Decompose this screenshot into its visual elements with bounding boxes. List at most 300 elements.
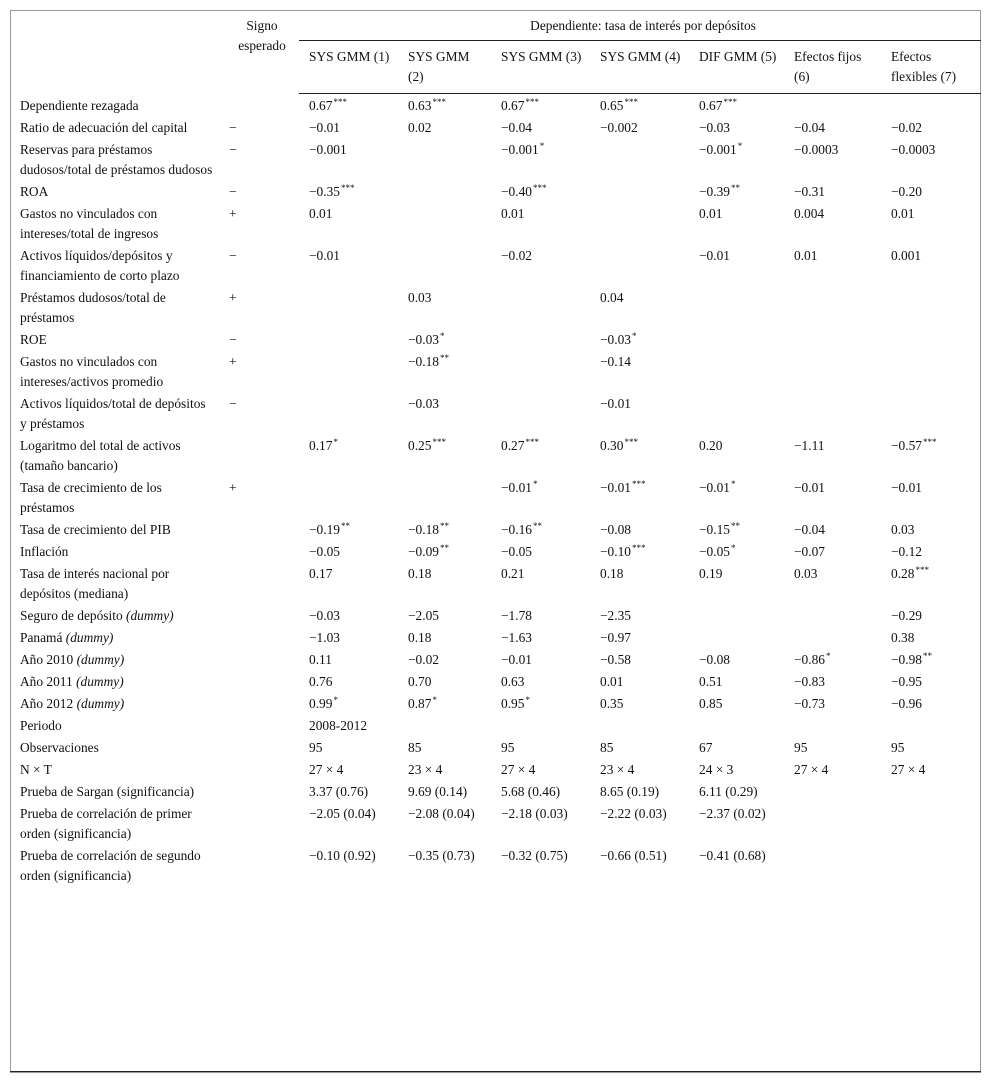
coefficient-value: −0.001 [699,142,737,157]
significance-stars: ** [440,353,449,363]
table-row [10,435,981,477]
coefficient-cell [398,671,491,693]
coefficient-cell [881,351,981,393]
significance-stars: * [432,695,437,705]
coefficient-value: 85 [408,740,422,755]
expected-sign [219,693,299,715]
expected-sign: − [229,396,237,411]
row-label-text: Préstamos dudosos/total de préstamos [20,290,166,325]
coefficient-cell [881,329,981,351]
row-label-text: Tasa de crecimiento de los préstamos [20,480,162,515]
coefficient-cell [299,139,398,181]
coefficient-cell [491,203,590,245]
coefficient-value: 0.65 [600,98,624,113]
coefficient-cell [398,245,491,287]
coefficient-cell [784,605,881,627]
coefficient-cell [881,605,981,627]
expected-sign: + [229,354,237,369]
table-row [10,477,981,519]
coefficient-cell [299,759,398,781]
regression-table [10,10,981,892]
coefficient-value: 0.21 [501,566,525,581]
significance-stars: *** [333,97,347,107]
coefficient-cell [689,203,784,245]
significance-stars: *** [632,479,646,489]
expected-sign [219,759,299,781]
coefficient-cell [590,329,689,351]
coefficient-cell [689,117,784,139]
coefficient-value: 95 [309,740,323,755]
coefficient-cell [881,181,981,203]
coefficient-cell [398,715,491,737]
header-blank [10,10,219,94]
coefficient-cell [784,541,881,563]
column-header: Efectos fijos (6) [784,41,881,94]
coefficient-cell [881,287,981,329]
coefficient-cell [299,627,398,649]
coefficient-value: −0.07 [794,544,825,559]
coefficient-value: −0.18 [408,354,439,369]
coefficient-value: 3.37 (0.76) [309,784,369,799]
coefficient-value: 0.67 [501,98,525,113]
table-row [10,563,981,605]
coefficient-value: 0.01 [501,206,525,221]
row-label-text: Periodo [20,718,62,733]
coefficient-cell [398,139,491,181]
coefficient-value: −2.08 (0.04) [408,806,475,821]
coefficient-value: 95 [891,740,905,755]
coefficient-value: −0.02 [501,248,532,263]
expected-sign [219,737,299,759]
expected-sign: + [229,480,237,495]
expected-sign [219,435,299,477]
coefficient-cell [491,519,590,541]
row-label-text: Ratio de adecuación del capital [20,120,188,135]
table-row [10,605,981,627]
coefficient-value: 0.99 [309,696,333,711]
coefficient-cell [491,759,590,781]
expected-sign [219,627,299,649]
coefficient-cell [689,627,784,649]
coefficient-cell [689,649,784,671]
coefficient-cell [784,477,881,519]
row-label-text: Inflación [20,544,69,559]
coefficient-value: 0.01 [600,674,624,689]
coefficient-cell [784,329,881,351]
coefficient-cell [491,393,590,435]
coefficient-value: −0.001 [501,142,539,157]
significance-stars: *** [723,97,737,107]
coefficient-cell [784,563,881,605]
coefficient-value: −0.04 [794,522,825,537]
significance-stars: * [731,479,736,489]
expected-sign [219,605,299,627]
row-label-text: Prueba de correlación de primer orden (significancia) [20,806,192,841]
coefficient-cell [689,759,784,781]
coefficient-cell [299,715,398,737]
coefficient-cell [398,477,491,519]
significance-stars: ** [533,521,542,531]
table-row [10,203,981,245]
significance-stars: * [731,543,736,553]
significance-stars: *** [915,565,929,575]
coefficient-value: −0.19 [309,522,340,537]
coefficient-value: −2.05 (0.04) [309,806,376,821]
coefficient-cell [491,94,590,118]
coefficient-cell [491,649,590,671]
row-label [10,803,219,845]
coefficient-cell [299,329,398,351]
coefficient-value: 0.17 [309,438,333,453]
coefficient-value: 8.65 (0.19) [600,784,660,799]
table-row [10,287,981,329]
coefficient-cell [881,393,981,435]
coefficient-value: 0.18 [408,566,432,581]
coefficient-value: −0.08 [600,522,631,537]
coefficient-cell [299,203,398,245]
row-label-text: Prueba de correlación de segundo orden (significancia) [20,848,201,883]
coefficient-cell [689,245,784,287]
coefficient-cell [299,245,398,287]
coefficient-cell [491,803,590,845]
coefficient-value: −0.03 [699,120,730,135]
coefficient-cell [881,139,981,181]
coefficient-cell [881,519,981,541]
coefficient-value: 23 × 4 [408,762,443,777]
coefficient-cell [590,649,689,671]
expected-sign: + [229,206,237,221]
coefficient-value: −0.20 [891,184,922,199]
coefficient-cell [590,803,689,845]
expected-sign [219,845,299,892]
coefficient-value: −0.05 [309,544,340,559]
coefficient-value: 0.02 [408,120,432,135]
coefficient-value: 0.85 [699,696,723,711]
coefficient-cell [590,693,689,715]
coefficient-cell [491,781,590,803]
coefficient-cell [689,139,784,181]
significance-stars: *** [341,183,355,193]
coefficient-cell [590,541,689,563]
significance-stars: *** [624,437,638,447]
coefficient-value: 0.19 [699,566,723,581]
coefficient-value: −2.37 (0.02) [699,806,766,821]
coefficient-cell [590,737,689,759]
coefficient-value: 0.18 [408,630,432,645]
expected-sign [219,519,299,541]
coefficient-value: −0.58 [600,652,631,667]
table-row [10,693,981,715]
row-label [10,541,219,563]
coefficient-value: −1.03 [309,630,340,645]
coefficient-value: −0.05 [699,544,730,559]
row-label-text: N × T [20,762,52,777]
coefficient-value: −0.03 [309,608,340,623]
row-label [10,393,219,435]
coefficient-value: −0.10 (0.92) [309,848,376,863]
row-label-dummy: (dummy) [76,696,125,711]
coefficient-cell [784,435,881,477]
coefficient-value: −0.01 [309,120,340,135]
coefficient-value: 85 [600,740,614,755]
column-header: SYS GMM (4) [590,41,689,94]
row-label-text: Año 2011 [20,674,73,689]
coefficient-cell [881,737,981,759]
coefficient-cell [590,605,689,627]
coefficient-cell [784,351,881,393]
row-label [10,94,219,118]
coefficient-cell [590,287,689,329]
coefficient-value: −0.01 [600,396,631,411]
coefficient-value: −0.18 [408,522,439,537]
coefficient-cell [590,393,689,435]
coefficient-value: −2.18 (0.03) [501,806,568,821]
coefficient-cell [784,94,881,118]
coefficient-value: 0.01 [309,206,333,221]
table-row [10,737,981,759]
coefficient-value: 0.001 [891,248,922,263]
coefficient-value: −0.73 [794,696,825,711]
column-header: SYS GMM (2) [398,41,491,94]
column-header: SYS GMM (1) [299,41,398,94]
table-row [10,351,981,393]
column-header: SYS GMM (3) [491,41,590,94]
coefficient-cell [299,287,398,329]
coefficient-cell [398,519,491,541]
coefficient-value: −0.10 [600,544,631,559]
coefficient-cell [398,181,491,203]
expected-sign: − [229,120,237,135]
expected-sign [219,715,299,737]
row-label [10,759,219,781]
table-row [10,803,981,845]
coefficient-cell [491,715,590,737]
coefficient-value: −0.40 [501,184,532,199]
coefficient-cell [491,329,590,351]
coefficient-value: −0.66 (0.51) [600,848,667,863]
significance-stars: * [525,695,530,705]
coefficient-cell [299,781,398,803]
coefficient-cell [881,94,981,118]
coefficient-cell [881,759,981,781]
coefficient-value: 0.17 [309,566,333,581]
coefficient-value: −0.39 [699,184,730,199]
coefficient-cell [398,605,491,627]
coefficient-value: −0.29 [891,608,922,623]
coefficient-cell [299,693,398,715]
table-bottom-rule [10,1071,981,1072]
row-label-text: Prueba de Sargan (significancia) [20,784,195,799]
coefficient-cell [881,649,981,671]
coefficient-value: 95 [501,740,515,755]
row-label [10,329,219,351]
significance-stars: *** [432,97,446,107]
coefficient-cell [784,287,881,329]
coefficient-value: −0.15 [699,522,730,537]
coefficient-cell [398,781,491,803]
coefficient-cell [299,803,398,845]
coefficient-value: −0.14 [600,354,631,369]
coefficient-cell [689,693,784,715]
coefficient-value: −0.09 [408,544,439,559]
coefficient-value: −0.01 [501,480,532,495]
coefficient-cell [689,845,784,892]
coefficient-cell [590,139,689,181]
coefficient-cell [398,94,491,118]
coefficient-cell [881,627,981,649]
coefficient-cell [881,803,981,845]
coefficient-value: 0.28 [891,566,915,581]
coefficient-value: −0.86 [794,652,825,667]
significance-stars: *** [432,437,446,447]
coefficient-cell [491,845,590,892]
row-label [10,715,219,737]
coefficient-cell [689,477,784,519]
coefficient-cell [398,329,491,351]
coefficient-cell [881,203,981,245]
coefficient-value: −0.01 [501,652,532,667]
row-label [10,117,219,139]
expected-sign [219,541,299,563]
coefficient-cell [784,181,881,203]
coefficient-value: −0.41 (0.68) [699,848,766,863]
coefficient-cell [784,519,881,541]
table-row [10,759,981,781]
coefficient-cell [398,693,491,715]
coefficient-cell [491,351,590,393]
row-label-text: Tasa de interés nacional por depósitos (mediana) [20,566,170,601]
row-label [10,351,219,393]
coefficient-cell [590,519,689,541]
coefficient-cell [398,759,491,781]
coefficient-cell [689,715,784,737]
coefficient-value: −0.01 [699,248,730,263]
coefficient-cell [491,605,590,627]
significance-stars: * [333,437,338,447]
coefficient-cell [689,671,784,693]
row-label-dummy: (dummy) [65,630,114,645]
coefficient-cell [299,435,398,477]
coefficient-value: 0.03 [891,522,915,537]
row-label-dummy: (dummy) [76,652,125,667]
row-label [10,737,219,759]
coefficient-cell [590,781,689,803]
column-header: Efectos flexibles (7) [881,41,981,94]
coefficient-cell [398,435,491,477]
expected-sign: − [229,248,237,263]
significance-stars: ** [341,521,350,531]
coefficient-cell [784,737,881,759]
table-row [10,329,981,351]
coefficient-value: 0.30 [600,438,624,453]
coefficient-value: 0.27 [501,438,525,453]
row-label [10,563,219,605]
coefficient-cell [881,671,981,693]
coefficient-cell [689,393,784,435]
coefficient-cell [590,845,689,892]
coefficient-value: −0.02 [408,652,439,667]
row-label [10,477,219,519]
table-row [10,671,981,693]
coefficient-value: 27 × 4 [309,762,344,777]
expected-sign [219,649,299,671]
coefficient-value: 0.01 [794,248,818,263]
coefficient-value: −0.16 [501,522,532,537]
coefficient-cell [398,203,491,245]
coefficient-cell [784,715,881,737]
coefficient-cell [590,94,689,118]
coefficient-cell [590,759,689,781]
coefficient-value: −0.83 [794,674,825,689]
coefficient-cell [491,139,590,181]
coefficient-value: −2.22 (0.03) [600,806,667,821]
coefficient-value: −0.08 [699,652,730,667]
coefficient-value: 0.25 [408,438,432,453]
row-label-text: Reservas para préstamos dudosos/total de préstamos dudosos [20,142,213,177]
coefficient-cell [299,541,398,563]
coefficient-cell [784,393,881,435]
row-label [10,139,219,181]
coefficient-cell [590,435,689,477]
coefficient-value: −0.95 [891,674,922,689]
coefficient-value: −0.98 [891,652,922,667]
coefficient-value: −0.04 [794,120,825,135]
coefficient-cell [299,519,398,541]
coefficient-cell [299,737,398,759]
row-label-text: Activos líquidos/total de depósitos y préstamos [20,396,206,431]
coefficient-value: −0.01 [699,480,730,495]
coefficient-cell [881,541,981,563]
row-label-text: Dependiente rezagada [20,97,139,113]
row-label-text: Año 2012 [20,696,74,711]
coefficient-cell [689,563,784,605]
coefficient-cell [881,715,981,737]
coefficient-value: −0.01 [600,480,631,495]
table-row [10,519,981,541]
row-label-text: Año 2010 [20,652,74,667]
row-label [10,649,219,671]
coefficient-cell [491,435,590,477]
coefficient-cell [299,649,398,671]
coefficient-cell [491,671,590,693]
row-label [10,245,219,287]
coefficient-cell [398,803,491,845]
coefficient-cell [299,117,398,139]
coefficient-value: 0.18 [600,566,624,581]
coefficient-cell [491,693,590,715]
coefficient-cell [881,845,981,892]
coefficient-value: −0.03 [408,332,439,347]
significance-stars: ** [731,183,740,193]
coefficient-cell [590,671,689,693]
row-label-text: Logaritmo del total de activos (tamaño bancario) [20,438,181,473]
table-row [10,393,981,435]
coefficient-cell [491,287,590,329]
coefficient-cell [881,563,981,605]
coefficient-value: 27 × 4 [891,762,926,777]
row-label [10,845,219,892]
coefficient-cell [590,245,689,287]
coefficient-cell [299,351,398,393]
significance-stars: ** [440,521,449,531]
coefficient-cell [590,203,689,245]
coefficient-value: −0.01 [309,248,340,263]
coefficient-value: 0.01 [891,206,915,221]
coefficient-cell [881,693,981,715]
table-row [10,117,981,139]
row-label [10,203,219,245]
coefficient-cell [784,693,881,715]
